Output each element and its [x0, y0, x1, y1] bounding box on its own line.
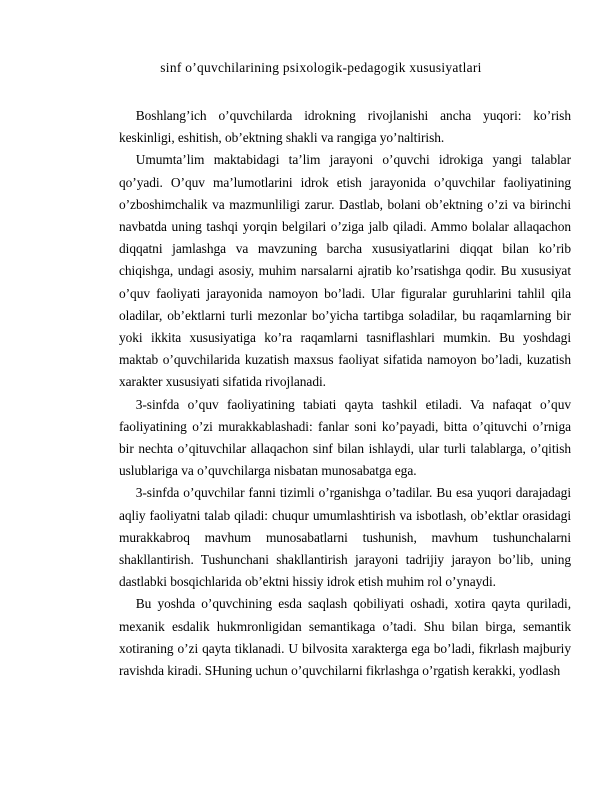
paragraph-1: Boshlang’ich o’quvchilarda idrokning rivojlanishi ancha yuqori: ko’rish keskinligi, eshitish, ob’ektning shakli va rangiga yo’naltirish. [119, 108, 571, 146]
document-body [119, 105, 571, 682]
paragraph-5: Bu yoshda o’quvchining esda saqlash qobiliyati oshadi, xotira qayta quriladi, mexanik esdalik hukmronligidan semantikaga o’tadi. Shu bilan birga, semantik xotiraning o’zi qayta tiklanadi. U bilvosita xarakterga ega bo’ladi, fikrlash majburiy ravishda kiradi. SHuning uchun o’quvchilarni fikrlashga o’rgatish kerakki, yodlash [119, 596, 571, 679]
document-title: sinf o’quvchilarining psixologik-pedagogik xususiyatlari [160, 60, 482, 75]
paragraph-2: Umumta’lim maktabidagi ta’lim jarayoni o’quvchi idrokiga yangi talablar qo’yadi. O’quv ma’lumotlarini idrok etish jarayonida o’quvchilar faoliyatining o’zboshimchalik va mazmunliligi zarur. Dastlab, bolani ob’ektning o’zi va birinchi navbatda uning tashqi yorqin belgilari o’ziga jalb qiladi. Ammo bolalar allaqachon diqqatni jamlashga va mavzuning barcha xususiyatlarini diqqat bilan ko’rib chiqishga, undagi asosiy, muhim narsalarni ajratib ko’rsatishga qodir. Bu xususiyat o’quv faoliyati jarayonida namoyon bo’ladi. Ular figuralar guruhlarini tahlil qila oladilar, ob’ektlarni turli mezonlar bo’yicha tartibga soladilar, bu raqamlarning bir yoki ikkita xususiyatiga ko’ra raqamlarni tasniflashlari mumkin. Bu yoshdagi maktab o’quvchilarida kuzatish maxsus faoliyat sifatida namoyon bo’ladi, kuzatish xarakter xususiyati sifatida rivojlanadi. [119, 152, 571, 390]
paragraph-3: 3-sinfda o’quv faoliyatining tabiati qayta tashkil etiladi. Va nafaqat o’quv faoliyatining o’zi murakkablashadi: fanlar soni ko’payadi, bitta o’qituvchi o’rniga bir nechta o’qituvchilar allaqachon sinf bilan ishlaydi, ular turli talablarga, o’qitish uslublariga va o’quvchilarga nisbatan munosabatga ega. [119, 396, 571, 479]
paragraph-4: 3-sinfda o’quvchilar fanni tizimli o’rganishga o’tadilar. Bu esa yuqori darajadagi aqliy faoliyatni talab qiladi: chuqur umumlashtirish va isbotlash, ob’ektlar orasidagi murakkabroq mavhum munosabatlarni tushunish, mavhum tushunchalarni shakllantirish. Tushunchani shakllantirish jarayoni tadrijiy jarayon bo’lib, uning dastlabki bosqichlarida ob’ektni hissiy idrok etish muhim rol o’ynaydi. [119, 485, 571, 590]
